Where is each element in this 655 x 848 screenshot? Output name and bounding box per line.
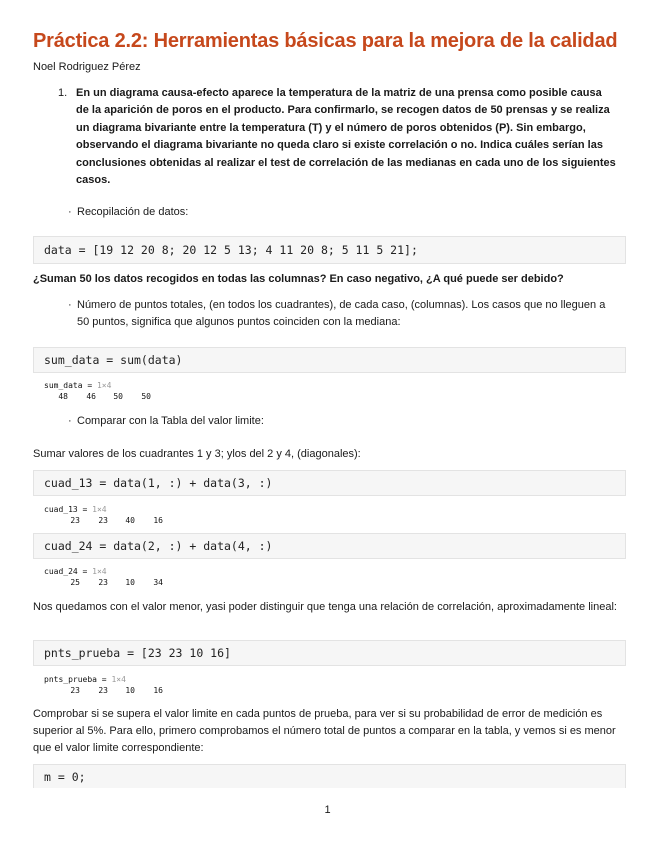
output-value: 25: [70, 578, 80, 587]
code-cell-cuad-24[interactable]: cuad_24 = data(2, :) + data(4, :): [33, 533, 626, 559]
paragraph: Sumar valores de los cuadrantes 1 y 3; ylos del 2 y 4, (diagonales):: [33, 448, 361, 460]
output-size: 1×4: [92, 505, 107, 514]
output-size: 1×4: [96, 381, 112, 390]
question-number: 1.: [58, 87, 68, 99]
code-cell-sum-data[interactable]: sum_data = sum(data): [33, 347, 626, 373]
question-text: En un diagrama causa-efecto aparece la temperatura de la matriz de una prensa como posible causa de la aparición de poros en el producto. Para confirmarlo, se recogen datos de 50 prensas y se realiza un diagrama bivariante entre la temperatura (T) y el número de poros obtenidos (P). Sin embargo, observando el diagrama bivariante no queda claro si existe correlación o no. Indica cuáles serían las conclusiones obtenidas al realizar el test de correlación de las medianas en cada uno de los siguientes casos.: [76, 87, 616, 187]
code-cell-data[interactable]: data = [19 12 20 8; 20 12 5 13; 4 11 20 8; 5 11 5 21];: [33, 236, 626, 264]
output-size: 1×4: [111, 675, 126, 684]
output-value: 50: [113, 392, 123, 401]
output-value: 10: [125, 578, 135, 587]
output-value: 48: [58, 392, 68, 401]
paragraph: Nos quedamos con el valor menor, yasi poder distinguir que tenga una relación de correlación, aproximadamente lineal:: [33, 601, 617, 613]
output-value: 16: [153, 516, 163, 525]
bullet-dot: ·: [68, 206, 72, 218]
page-title: Práctica 2.2: Herramientas básicas para la mejora de la calidad: [33, 30, 618, 52]
output-sum-data: [44, 380, 111, 391]
bullet-dot: ·: [68, 415, 72, 427]
author-name: Noel Rodriguez Pérez: [33, 61, 141, 73]
output-value: 46: [86, 392, 96, 401]
output-value: 50: [141, 392, 151, 401]
output-value: 10: [125, 686, 135, 695]
output-value: 34: [153, 578, 163, 587]
output-value: 16: [153, 686, 163, 695]
output-variable-name: cuad_24 =: [44, 567, 93, 576]
output-variable-name: pnts_prueba =: [44, 675, 112, 684]
output-value: 23: [98, 516, 108, 525]
code-cell-pnts-prueba[interactable]: pnts_prueba = [23 23 10 16]: [33, 640, 626, 666]
output-size: 1×4: [92, 567, 107, 576]
output-cuad-13: [44, 504, 107, 515]
bullet-dot: ·: [68, 299, 72, 311]
output-value: 23: [70, 686, 80, 695]
paragraph: Comprobar si se supera el valor limite en cada puntos de prueba, para ver si su probabilidad de error de medición es superior al 5%. Para ello, primero comprobamos el número total de puntos a comparar en la tabla, y vemos si es menor que el valor limite correspondiente:: [33, 708, 616, 754]
bullet-text: Número de puntos totales, (en todos los cuadrantes), de cada caso, (columnas). Los casos que no lleguen a 50 puntos, significa que algunos puntos coinciden con la mediana:: [77, 299, 606, 328]
subquestion-heading: ¿Suman 50 los datos recogidos en todas las columnas? En caso negativo, ¿A qué puede ser debido?: [33, 273, 564, 285]
code-cell-m[interactable]: m = 0;: [33, 764, 626, 788]
bullet-text: Recopilación de datos:: [77, 206, 189, 218]
output-value: 23: [98, 686, 108, 695]
output-pnts-prueba: [44, 674, 126, 685]
page-number: 1: [324, 804, 331, 816]
output-variable-name: cuad_13 =: [44, 505, 93, 514]
code-cell-cuad-13[interactable]: cuad_13 = data(1, :) + data(3, :): [33, 470, 626, 496]
bullet-text: Comparar con la Tabla del valor limite:: [77, 415, 264, 427]
output-variable-name: sum_data =: [44, 381, 97, 390]
output-value: 23: [98, 578, 108, 587]
output-cuad-24: [44, 566, 107, 577]
output-value: 23: [70, 516, 80, 525]
output-value: 40: [125, 516, 135, 525]
